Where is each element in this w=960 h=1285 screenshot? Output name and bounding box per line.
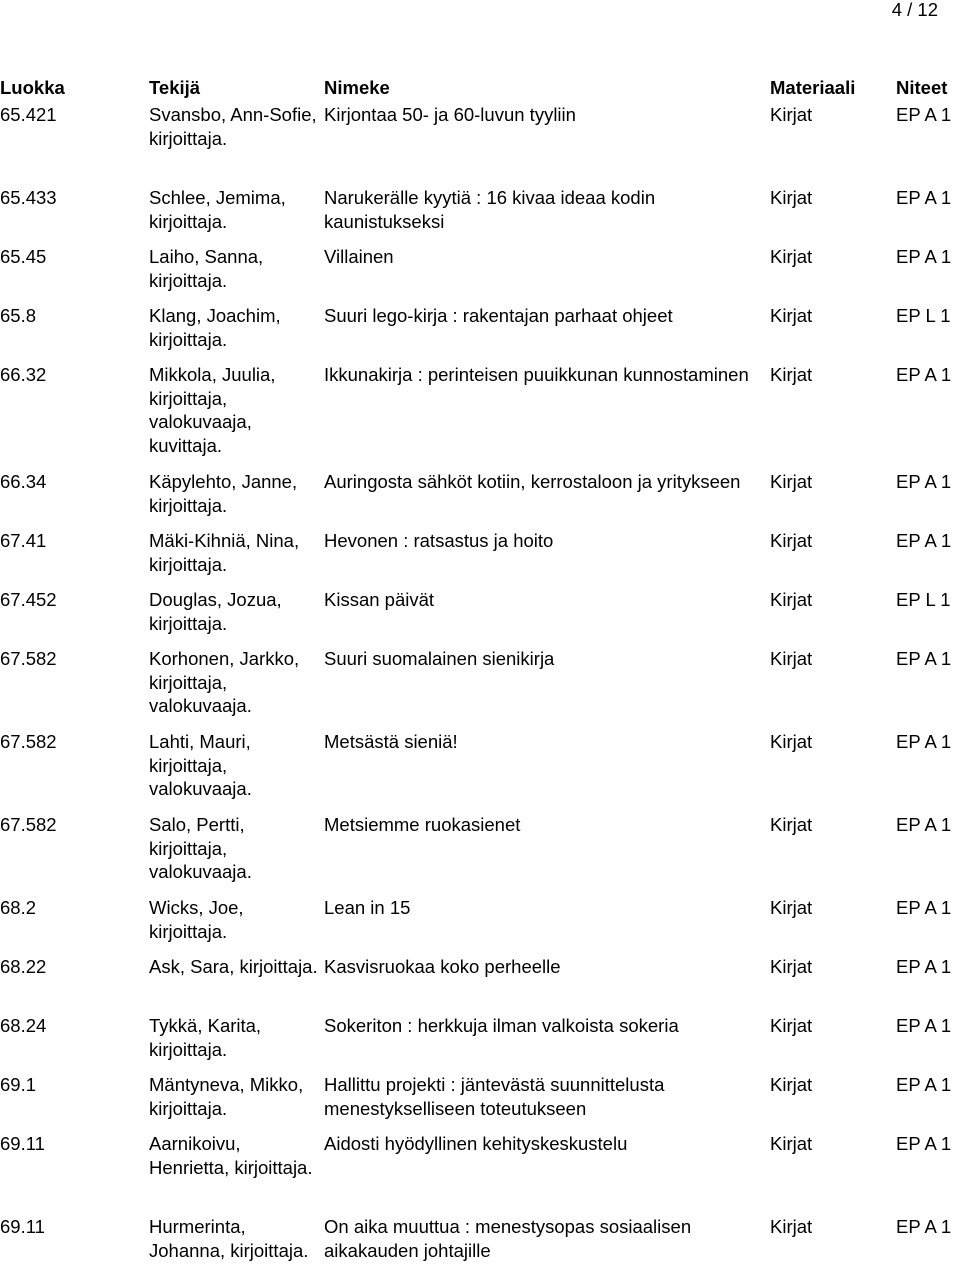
cell-materiaali: Kirjat bbox=[770, 1015, 813, 1036]
header-luokka: Luokka bbox=[0, 77, 65, 98]
cell-tekija: Schlee, Jemima, kirjoittaja. bbox=[149, 187, 286, 232]
cell-nimeke: Sokeriton : herkkuja ilman valkoista sokeria bbox=[324, 1015, 679, 1036]
cell-niteet: EP A 1 bbox=[896, 246, 952, 267]
cell-materiaali: Kirjat bbox=[770, 471, 813, 492]
cell-tekija: Mäntyneva, Mikko, kirjoittaja. bbox=[149, 1074, 304, 1119]
cell-niteet: EP L 1 bbox=[896, 589, 951, 610]
cell-luokka: 65.433 bbox=[0, 187, 57, 208]
cell-niteet: EP A 1 bbox=[896, 897, 952, 918]
cell-luokka: 69.11 bbox=[0, 1133, 45, 1154]
cell-nimeke: Kasvisruokaa koko perheelle bbox=[324, 956, 561, 977]
table-header bbox=[0, 76, 960, 100]
cell-niteet: EP A 1 bbox=[896, 187, 952, 208]
cell-nimeke: Villainen bbox=[324, 246, 394, 267]
cell-tekija: Klang, Joachim, kirjoittaja. bbox=[149, 305, 281, 350]
cell-luokka: 69.11 bbox=[0, 1216, 45, 1237]
cell-nimeke: Ikkunakirja : perinteisen puuikkunan kunnostaminen bbox=[324, 364, 749, 385]
cell-niteet: EP A 1 bbox=[896, 530, 952, 551]
cell-luokka: 65.8 bbox=[0, 305, 37, 326]
cell-nimeke: Kirjontaa 50- ja 60-luvun tyyliin bbox=[324, 104, 576, 125]
cell-tekija: Wicks, Joe, kirjoittaja. bbox=[149, 897, 244, 942]
cell-materiaali: Kirjat bbox=[770, 1216, 813, 1237]
cell-luokka: 67.41 bbox=[0, 530, 47, 551]
header-nimeke: Nimeke bbox=[324, 77, 390, 98]
cell-niteet: EP A 1 bbox=[896, 1015, 952, 1036]
cell-niteet: EP A 1 bbox=[896, 1133, 952, 1154]
cell-nimeke: Aidosti hyödyllinen kehityskeskustelu bbox=[324, 1133, 628, 1154]
cell-tekija: Hurmerinta, Johanna, kirjoittaja. bbox=[149, 1216, 309, 1261]
cell-luokka: 67.452 bbox=[0, 589, 57, 610]
cell-materiaali: Kirjat bbox=[770, 1074, 813, 1095]
cell-luokka: 69.1 bbox=[0, 1074, 37, 1095]
cell-nimeke: Suuri lego-kirja : rakentajan parhaat ohjeet bbox=[324, 305, 673, 326]
cell-luokka: 67.582 bbox=[0, 648, 57, 669]
cell-nimeke: Narukerälle kyytiä : 16 kivaa ideaa kodin kaunistukseksi bbox=[324, 187, 656, 232]
cell-nimeke: Suuri suomalainen sienikirja bbox=[324, 648, 555, 669]
cell-niteet: EP A 1 bbox=[896, 648, 952, 669]
cell-nimeke: Metsästä sieniä! bbox=[324, 731, 458, 752]
cell-nimeke: Lean in 15 bbox=[324, 897, 411, 918]
cell-materiaali: Kirjat bbox=[770, 731, 813, 752]
cell-nimeke: Hallittu projekti : jäntevästä suunnittelusta menestykselliseen toteutukseen bbox=[324, 1074, 665, 1119]
cell-materiaali: Kirjat bbox=[770, 956, 813, 977]
header-tekija: Tekijä bbox=[149, 77, 201, 98]
cell-tekija: Svansbo, Ann-Sofie, kirjoittaja. bbox=[149, 104, 317, 149]
cell-niteet: EP A 1 bbox=[896, 814, 952, 835]
cell-tekija: Douglas, Jozua, kirjoittaja. bbox=[149, 589, 282, 634]
cell-materiaali: Kirjat bbox=[770, 364, 813, 385]
cell-tekija: Mikkola, Juulia, kirjoittaja, valokuvaaja, kuvittaja. bbox=[149, 364, 276, 456]
cell-materiaali: Kirjat bbox=[770, 648, 813, 669]
cell-tekija: Käpylehto, Janne, kirjoittaja. bbox=[149, 471, 298, 516]
cell-luokka: 67.582 bbox=[0, 814, 57, 835]
cell-niteet: EP A 1 bbox=[896, 956, 952, 977]
header-niteet: Niteet bbox=[896, 77, 948, 98]
cell-niteet: EP A 1 bbox=[896, 104, 952, 125]
cell-tekija: Salo, Pertti, kirjoittaja, valokuvaaja. bbox=[149, 814, 252, 882]
cell-luokka: 68.22 bbox=[0, 956, 47, 977]
cell-materiaali: Kirjat bbox=[770, 246, 813, 267]
cell-tekija: Lahti, Mauri, kirjoittaja, valokuvaaja. bbox=[149, 731, 252, 799]
cell-materiaali: Kirjat bbox=[770, 530, 813, 551]
cell-materiaali: Kirjat bbox=[770, 104, 813, 125]
cell-nimeke: On aika muuttua : menestysopas sosiaalisen aikakauden johtajille bbox=[324, 1216, 692, 1261]
header-materiaali: Materiaali bbox=[770, 77, 856, 98]
cell-tekija: Tykkä, Karita, kirjoittaja. bbox=[149, 1015, 262, 1060]
cell-niteet: EP A 1 bbox=[896, 1216, 952, 1237]
cell-tekija: Ask, Sara, kirjoittaja. bbox=[149, 956, 318, 977]
cell-luokka: 68.24 bbox=[0, 1015, 47, 1036]
cell-tekija: Aarnikoivu, Henrietta, kirjoittaja. bbox=[149, 1133, 313, 1178]
cell-tekija: Mäki-Kihniä, Nina, kirjoittaja. bbox=[149, 530, 300, 575]
cell-materiaali: Kirjat bbox=[770, 1133, 813, 1154]
cell-nimeke: Metsiemme ruokasienet bbox=[324, 814, 521, 835]
cell-materiaali: Kirjat bbox=[770, 897, 813, 918]
cell-nimeke: Auringosta sähköt kotiin, kerrostaloon ja yritykseen bbox=[324, 471, 741, 492]
cell-nimeke: Kissan päivät bbox=[324, 589, 435, 610]
cell-tekija: Korhonen, Jarkko, kirjoittaja, valokuvaaja. bbox=[149, 648, 300, 716]
cell-materiaali: Kirjat bbox=[770, 589, 813, 610]
cell-luokka: 68.2 bbox=[0, 897, 37, 918]
cell-luokka: 67.582 bbox=[0, 731, 57, 752]
cell-nimeke: Hevonen : ratsastus ja hoito bbox=[324, 530, 554, 551]
cell-tekija: Laiho, Sanna, kirjoittaja. bbox=[149, 246, 264, 291]
cell-luokka: 66.32 bbox=[0, 364, 47, 385]
cell-materiaali: Kirjat bbox=[770, 305, 813, 326]
page-number: 4 / 12 bbox=[891, 0, 938, 20]
cell-luokka: 65.421 bbox=[0, 104, 57, 125]
cell-luokka: 65.45 bbox=[0, 246, 47, 267]
cell-niteet: EP A 1 bbox=[896, 471, 952, 492]
cell-materiaali: Kirjat bbox=[770, 187, 813, 208]
cell-niteet: EP L 1 bbox=[896, 305, 951, 326]
cell-materiaali: Kirjat bbox=[770, 814, 813, 835]
cell-luokka: 66.34 bbox=[0, 471, 47, 492]
cell-niteet: EP A 1 bbox=[896, 731, 952, 752]
cell-niteet: EP A 1 bbox=[896, 364, 952, 385]
cell-niteet: EP A 1 bbox=[896, 1074, 952, 1095]
